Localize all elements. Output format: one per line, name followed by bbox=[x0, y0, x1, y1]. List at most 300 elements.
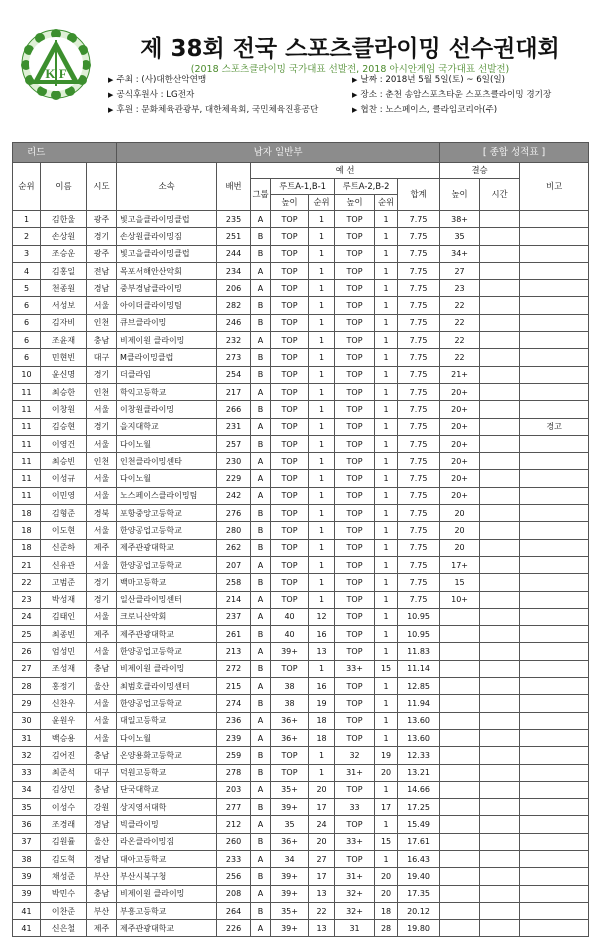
cell-region: 제주 bbox=[87, 920, 117, 937]
cell-note bbox=[520, 487, 589, 504]
cell-route1-rank: 1 bbox=[309, 522, 335, 539]
category-label: 남자 일반부 bbox=[117, 143, 440, 163]
cell-group: B bbox=[251, 868, 271, 885]
cell-route1-height: 35+ bbox=[271, 902, 309, 919]
cell-bib: 213 bbox=[217, 643, 251, 660]
cell-total: 16.43 bbox=[398, 850, 440, 867]
cell-route2-height: TOP bbox=[335, 383, 375, 400]
table-row bbox=[13, 902, 589, 919]
cell-rank: 28 bbox=[13, 678, 41, 695]
cell-final-time bbox=[480, 314, 520, 331]
table-row bbox=[13, 487, 589, 504]
cell-note bbox=[520, 539, 589, 556]
cell-route1-rank: 24 bbox=[309, 816, 335, 833]
cell-team: 목포서해안산악회 bbox=[117, 262, 217, 279]
cell-route1-height: 39+ bbox=[271, 885, 309, 902]
col-route2-height: 높이 bbox=[335, 195, 375, 211]
cell-team: 한양공업고등학교 bbox=[117, 556, 217, 573]
cell-team: 학익고등학교 bbox=[117, 383, 217, 400]
cell-bib: 259 bbox=[217, 747, 251, 764]
pointer-icon: ▶ bbox=[352, 76, 358, 84]
cell-group: B bbox=[251, 833, 271, 850]
cell-route2-height: TOP bbox=[335, 643, 375, 660]
cell-team: 제주관광대학교 bbox=[117, 920, 217, 937]
cell-route1-height: TOP bbox=[271, 487, 309, 504]
cell-bib: 207 bbox=[217, 556, 251, 573]
table-row bbox=[13, 591, 589, 608]
cell-final-time bbox=[480, 470, 520, 487]
cell-region: 경남 bbox=[87, 280, 117, 297]
cell-total: 13.21 bbox=[398, 764, 440, 781]
cell-final-height: 20 bbox=[440, 522, 480, 539]
cell-bib: 232 bbox=[217, 332, 251, 349]
cell-note bbox=[520, 453, 589, 470]
cell-note bbox=[520, 228, 589, 245]
table-row bbox=[13, 608, 589, 625]
cell-route2-rank: 1 bbox=[375, 245, 398, 262]
cell-final-time bbox=[480, 920, 520, 937]
cell-route1-height: TOP bbox=[271, 539, 309, 556]
table-row bbox=[13, 280, 589, 297]
cell-final-height bbox=[440, 850, 480, 867]
cell-region: 부산 bbox=[87, 902, 117, 919]
cell-group: B bbox=[251, 228, 271, 245]
cell-region: 서울 bbox=[87, 401, 117, 418]
cell-route1-height: 36+ bbox=[271, 833, 309, 850]
cell-region: 서울 bbox=[87, 435, 117, 452]
cell-bib: 261 bbox=[217, 626, 251, 643]
cell-route2-rank: 20 bbox=[375, 885, 398, 902]
cell-name: 윤원우 bbox=[41, 712, 87, 729]
cell-route2-rank: 1 bbox=[375, 781, 398, 798]
table-row bbox=[13, 470, 589, 487]
cell-rank: 35 bbox=[13, 799, 41, 816]
cell-note bbox=[520, 211, 589, 228]
cell-rank: 39 bbox=[13, 868, 41, 885]
cell-route1-height: TOP bbox=[271, 262, 309, 279]
cell-total: 7.75 bbox=[398, 487, 440, 504]
cell-route1-rank: 1 bbox=[309, 591, 335, 608]
cell-route1-height: 38 bbox=[271, 678, 309, 695]
cell-note bbox=[520, 314, 589, 331]
header bbox=[0, 0, 600, 140]
cell-route2-height: TOP bbox=[335, 401, 375, 418]
cell-route2-rank: 1 bbox=[375, 643, 398, 660]
cell-route2-height: 32+ bbox=[335, 885, 375, 902]
cell-name: 이성규 bbox=[41, 470, 87, 487]
cell-region: 대구 bbox=[87, 349, 117, 366]
cell-note bbox=[520, 505, 589, 522]
cell-note bbox=[520, 332, 589, 349]
cell-final-time bbox=[480, 332, 520, 349]
cell-total: 7.75 bbox=[398, 505, 440, 522]
cell-note bbox=[520, 245, 589, 262]
cell-route2-height: TOP bbox=[335, 262, 375, 279]
cell-bib: 212 bbox=[217, 816, 251, 833]
cell-bib: 233 bbox=[217, 850, 251, 867]
cell-rank: 38 bbox=[13, 850, 41, 867]
cell-total: 7.75 bbox=[398, 435, 440, 452]
cell-route2-rank: 1 bbox=[375, 678, 398, 695]
cell-name: 이찬준 bbox=[41, 902, 87, 919]
cell-route2-rank: 1 bbox=[375, 850, 398, 867]
cell-route1-rank: 19 bbox=[309, 695, 335, 712]
cell-name: 김상민 bbox=[41, 781, 87, 798]
cell-final-time bbox=[480, 401, 520, 418]
cell-rank: 27 bbox=[13, 660, 41, 677]
cell-route2-height: TOP bbox=[335, 332, 375, 349]
cell-total: 19.40 bbox=[398, 868, 440, 885]
cell-group: A bbox=[251, 885, 271, 902]
cell-region: 충남 bbox=[87, 885, 117, 902]
cell-group: A bbox=[251, 453, 271, 470]
table-row bbox=[13, 228, 589, 245]
cell-team: 을지대학교 bbox=[117, 418, 217, 435]
cell-rank: 3 bbox=[13, 245, 41, 262]
table-row bbox=[13, 747, 589, 764]
cell-group: A bbox=[251, 487, 271, 504]
table-row bbox=[13, 799, 589, 816]
cell-route1-height: TOP bbox=[271, 556, 309, 573]
cell-rank: 22 bbox=[13, 574, 41, 591]
cell-region: 강원 bbox=[87, 799, 117, 816]
cell-route2-height: 31+ bbox=[335, 764, 375, 781]
cell-rank: 34 bbox=[13, 781, 41, 798]
cell-bib: 235 bbox=[217, 211, 251, 228]
cell-route2-height: 32 bbox=[335, 747, 375, 764]
cell-route2-rank: 1 bbox=[375, 314, 398, 331]
cell-rank: 1 bbox=[13, 211, 41, 228]
cell-route2-height: TOP bbox=[335, 626, 375, 643]
cell-total: 11.14 bbox=[398, 660, 440, 677]
cell-final-height: 20+ bbox=[440, 418, 480, 435]
cell-route1-height: 36+ bbox=[271, 712, 309, 729]
cell-final-height: 21+ bbox=[440, 366, 480, 383]
cell-bib: 262 bbox=[217, 539, 251, 556]
cell-final-height bbox=[440, 626, 480, 643]
cell-route2-rank: 1 bbox=[375, 626, 398, 643]
cell-rank: 41 bbox=[13, 920, 41, 937]
cell-final-height: 20+ bbox=[440, 401, 480, 418]
cell-rank: 41 bbox=[13, 902, 41, 919]
cell-route2-height: TOP bbox=[335, 522, 375, 539]
cell-name: 이영건 bbox=[41, 435, 87, 452]
cell-name: 서성보 bbox=[41, 297, 87, 314]
cell-note bbox=[520, 349, 589, 366]
cell-name: 김도혁 bbox=[41, 850, 87, 867]
table-row bbox=[13, 678, 589, 695]
cell-note bbox=[520, 678, 589, 695]
cell-final-height: 10+ bbox=[440, 591, 480, 608]
cell-final-time bbox=[480, 747, 520, 764]
cell-name: 최종빈 bbox=[41, 626, 87, 643]
cell-group: A bbox=[251, 712, 271, 729]
cell-bib: 237 bbox=[217, 608, 251, 625]
cell-team: 대일고등학교 bbox=[117, 712, 217, 729]
cell-note bbox=[520, 747, 589, 764]
cell-route2-height: TOP bbox=[335, 228, 375, 245]
cell-route2-height: 32+ bbox=[335, 902, 375, 919]
cell-total: 17.25 bbox=[398, 799, 440, 816]
cell-rank: 26 bbox=[13, 643, 41, 660]
table-row bbox=[13, 626, 589, 643]
cell-team: 더클라임 bbox=[117, 366, 217, 383]
cell-route1-height: TOP bbox=[271, 505, 309, 522]
cell-route2-rank: 1 bbox=[375, 574, 398, 591]
cell-route1-height: TOP bbox=[271, 522, 309, 539]
cell-route2-rank: 15 bbox=[375, 833, 398, 850]
cell-final-time bbox=[480, 574, 520, 591]
cell-team: 대아고등학교 bbox=[117, 850, 217, 867]
cell-note bbox=[520, 401, 589, 418]
cell-group: A bbox=[251, 591, 271, 608]
cell-name: 엄성민 bbox=[41, 643, 87, 660]
cell-name: 이도현 bbox=[41, 522, 87, 539]
cell-team: 빛고을클라이밍클럽 bbox=[117, 245, 217, 262]
cell-route1-rank: 1 bbox=[309, 383, 335, 400]
cell-final-height: 20 bbox=[440, 505, 480, 522]
cell-total: 20.12 bbox=[398, 902, 440, 919]
cell-note bbox=[520, 383, 589, 400]
cell-rank: 6 bbox=[13, 349, 41, 366]
table-row bbox=[13, 505, 589, 522]
cell-name: 신찬우 bbox=[41, 695, 87, 712]
cell-final-height bbox=[440, 643, 480, 660]
cell-final-time bbox=[480, 245, 520, 262]
cell-route2-height: TOP bbox=[335, 505, 375, 522]
cell-group: B bbox=[251, 314, 271, 331]
cell-rank: 39 bbox=[13, 885, 41, 902]
cell-final-time bbox=[480, 695, 520, 712]
cell-region: 서울 bbox=[87, 643, 117, 660]
header-row-1 bbox=[13, 163, 589, 179]
cell-final-time bbox=[480, 418, 520, 435]
cell-total: 17.61 bbox=[398, 833, 440, 850]
cell-route1-height: 34 bbox=[271, 850, 309, 867]
cell-route2-rank: 1 bbox=[375, 505, 398, 522]
cell-route1-rank: 20 bbox=[309, 833, 335, 850]
cell-bib: 246 bbox=[217, 314, 251, 331]
info-sponsor: ▶ 주최 : (사)대한산악연맹 bbox=[108, 75, 207, 85]
cell-total: 7.75 bbox=[398, 280, 440, 297]
cell-route1-height: TOP bbox=[271, 228, 309, 245]
table-row bbox=[13, 211, 589, 228]
table-row bbox=[13, 816, 589, 833]
cell-bib: 206 bbox=[217, 280, 251, 297]
table-row bbox=[13, 695, 589, 712]
cell-group: A bbox=[251, 643, 271, 660]
cell-total: 14.66 bbox=[398, 781, 440, 798]
cell-final-height bbox=[440, 868, 480, 885]
cell-route1-rank: 12 bbox=[309, 608, 335, 625]
cell-group: B bbox=[251, 366, 271, 383]
cell-route2-rank: 1 bbox=[375, 712, 398, 729]
cell-region: 울산 bbox=[87, 678, 117, 695]
federation-logo-icon bbox=[20, 28, 92, 100]
cell-group: B bbox=[251, 764, 271, 781]
cell-route2-height: TOP bbox=[335, 366, 375, 383]
cell-name: 김승현 bbox=[41, 418, 87, 435]
cell-note bbox=[520, 712, 589, 729]
cell-total: 17.35 bbox=[398, 885, 440, 902]
table-row bbox=[13, 349, 589, 366]
pointer-icon: ▶ bbox=[352, 106, 358, 114]
cell-route1-rank: 1 bbox=[309, 470, 335, 487]
cell-team: 크로니산악회 bbox=[117, 608, 217, 625]
col-final-height: 높이 bbox=[440, 179, 480, 211]
cell-route2-height: TOP bbox=[335, 712, 375, 729]
cell-route1-height: TOP bbox=[271, 211, 309, 228]
logo-letters: K F bbox=[45, 66, 67, 81]
cell-name: 조경래 bbox=[41, 816, 87, 833]
cell-group: B bbox=[251, 539, 271, 556]
cell-note bbox=[520, 729, 589, 746]
cell-group: B bbox=[251, 349, 271, 366]
cell-region: 경기 bbox=[87, 228, 117, 245]
cell-name: 박민수 bbox=[41, 885, 87, 902]
cell-rank: 11 bbox=[13, 401, 41, 418]
cell-final-height: 38+ bbox=[440, 211, 480, 228]
cell-name: 고범준 bbox=[41, 574, 87, 591]
cell-route1-rank: 16 bbox=[309, 626, 335, 643]
cell-route2-rank: 1 bbox=[375, 366, 398, 383]
col-group: 그룹 bbox=[251, 179, 271, 211]
cell-total: 7.75 bbox=[398, 401, 440, 418]
table-row bbox=[13, 383, 589, 400]
cell-bib: 203 bbox=[217, 781, 251, 798]
cell-final-height: 23 bbox=[440, 280, 480, 297]
cell-region: 부산 bbox=[87, 868, 117, 885]
cell-route2-height: 33+ bbox=[335, 660, 375, 677]
cell-team: 빛고을클라이밍클럽 bbox=[117, 211, 217, 228]
cell-name: 이민영 bbox=[41, 487, 87, 504]
cell-total: 13.60 bbox=[398, 712, 440, 729]
cell-group: B bbox=[251, 626, 271, 643]
col-route2: 루트A-2,B-2 bbox=[335, 179, 398, 195]
table-row bbox=[13, 332, 589, 349]
cell-bib: 254 bbox=[217, 366, 251, 383]
cell-final-time bbox=[480, 522, 520, 539]
table-row bbox=[13, 245, 589, 262]
cell-final-time bbox=[480, 781, 520, 798]
cell-group: A bbox=[251, 383, 271, 400]
cell-team: 노스페이스클라이밍팀 bbox=[117, 487, 217, 504]
cell-route2-rank: 1 bbox=[375, 816, 398, 833]
cell-final-height: 27 bbox=[440, 262, 480, 279]
cell-rank: 6 bbox=[13, 332, 41, 349]
cell-region: 서울 bbox=[87, 487, 117, 504]
cell-total: 15.49 bbox=[398, 816, 440, 833]
cell-route2-rank: 1 bbox=[375, 695, 398, 712]
cell-route2-height: TOP bbox=[335, 729, 375, 746]
table-row bbox=[13, 453, 589, 470]
cell-name: 이창원 bbox=[41, 401, 87, 418]
cell-total: 11.83 bbox=[398, 643, 440, 660]
results-table bbox=[12, 142, 589, 937]
cell-name: 윤신명 bbox=[41, 366, 87, 383]
cell-bib: 258 bbox=[217, 574, 251, 591]
cell-name: 박성재 bbox=[41, 591, 87, 608]
cell-rank: 2 bbox=[13, 228, 41, 245]
cell-route1-height: TOP bbox=[271, 747, 309, 764]
table-row bbox=[13, 418, 589, 435]
cell-name: 천종원 bbox=[41, 280, 87, 297]
cell-route1-rank: 1 bbox=[309, 366, 335, 383]
cell-total: 7.75 bbox=[398, 591, 440, 608]
cell-route2-rank: 28 bbox=[375, 920, 398, 937]
cell-final-time bbox=[480, 383, 520, 400]
cell-team: 제주관광대학교 bbox=[117, 626, 217, 643]
cell-name: 손상원 bbox=[41, 228, 87, 245]
cell-total: 7.75 bbox=[398, 262, 440, 279]
cell-route2-height: TOP bbox=[335, 850, 375, 867]
col-route1-height: 높이 bbox=[271, 195, 309, 211]
cell-note bbox=[520, 470, 589, 487]
cell-route2-rank: 1 bbox=[375, 435, 398, 452]
cell-bib: 256 bbox=[217, 868, 251, 885]
cell-route1-height: 40 bbox=[271, 626, 309, 643]
cell-note bbox=[520, 660, 589, 677]
cell-final-height: 17+ bbox=[440, 556, 480, 573]
cell-final-height: 22 bbox=[440, 332, 480, 349]
cell-bib: 239 bbox=[217, 729, 251, 746]
cell-route1-rank: 1 bbox=[309, 349, 335, 366]
table-row bbox=[13, 729, 589, 746]
cell-route1-rank: 13 bbox=[309, 643, 335, 660]
cell-route2-height: TOP bbox=[335, 781, 375, 798]
cell-bib: 226 bbox=[217, 920, 251, 937]
cell-final-height: 35 bbox=[440, 228, 480, 245]
cell-name: 최승빈 bbox=[41, 453, 87, 470]
cell-final-height: 20+ bbox=[440, 453, 480, 470]
col-route1-rank: 순위 bbox=[309, 195, 335, 211]
cell-route1-rank: 13 bbox=[309, 885, 335, 902]
cell-route1-height: 38 bbox=[271, 695, 309, 712]
cell-bib: 234 bbox=[217, 262, 251, 279]
cell-bib: 231 bbox=[217, 418, 251, 435]
info-left bbox=[108, 73, 318, 118]
cell-note bbox=[520, 262, 589, 279]
cell-bib: 214 bbox=[217, 591, 251, 608]
cell-total: 7.75 bbox=[398, 453, 440, 470]
cell-route1-rank: 1 bbox=[309, 262, 335, 279]
col-bib: 배번 bbox=[217, 163, 251, 211]
cell-name: 이성수 bbox=[41, 799, 87, 816]
cell-route1-height: 35+ bbox=[271, 781, 309, 798]
cell-name: 김태인 bbox=[41, 608, 87, 625]
table-row bbox=[13, 314, 589, 331]
table-row bbox=[13, 556, 589, 573]
cell-group: B bbox=[251, 799, 271, 816]
cell-total: 7.75 bbox=[398, 245, 440, 262]
cell-route2-rank: 1 bbox=[375, 539, 398, 556]
cell-team: 한양공업고등학교 bbox=[117, 522, 217, 539]
cell-rank: 30 bbox=[13, 712, 41, 729]
cell-route1-rank: 27 bbox=[309, 850, 335, 867]
cell-route2-height: TOP bbox=[335, 574, 375, 591]
cell-final-time bbox=[480, 591, 520, 608]
cell-note bbox=[520, 781, 589, 798]
cell-region: 광주 bbox=[87, 245, 117, 262]
cell-final-time bbox=[480, 435, 520, 452]
cell-bib: 260 bbox=[217, 833, 251, 850]
cell-group: B bbox=[251, 522, 271, 539]
cell-region: 경기 bbox=[87, 366, 117, 383]
cell-region: 충남 bbox=[87, 332, 117, 349]
cell-name: 김원률 bbox=[41, 833, 87, 850]
cell-rank: 5 bbox=[13, 280, 41, 297]
cell-route1-rank: 1 bbox=[309, 435, 335, 452]
